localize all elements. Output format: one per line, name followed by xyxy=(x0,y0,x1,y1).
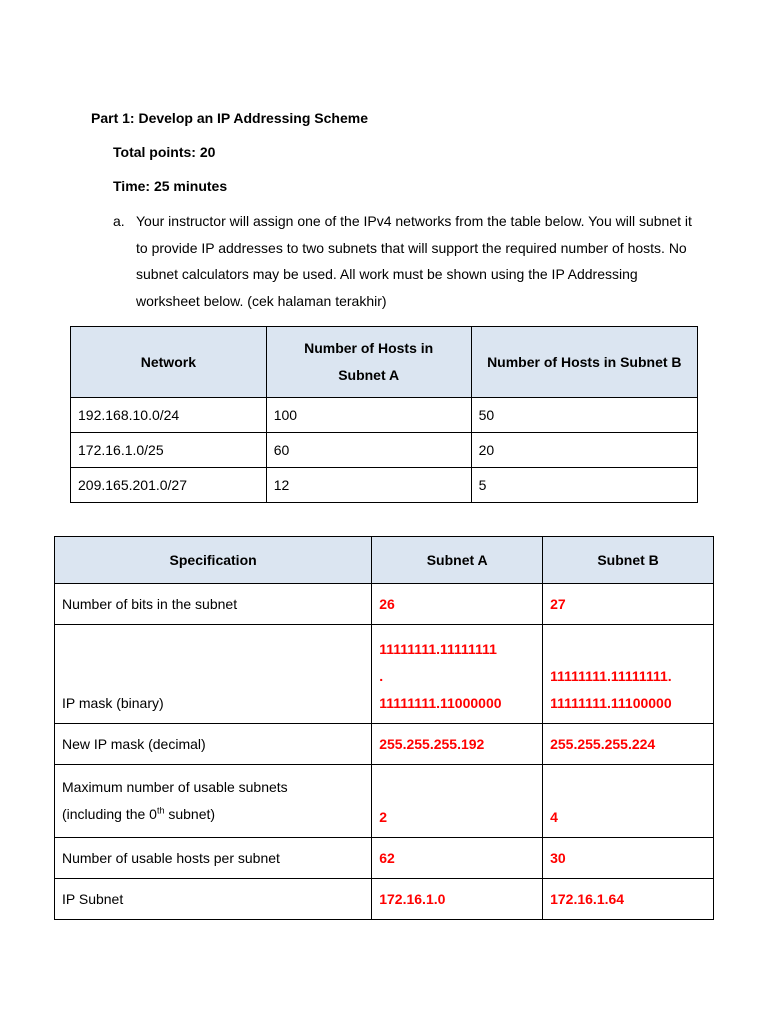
spec-label-part: (including the 0 xyxy=(62,806,157,822)
binary-mask-line: . xyxy=(379,668,384,684)
network-cell: 192.168.10.0/24 xyxy=(71,398,267,433)
column-header-network: Network xyxy=(71,327,267,398)
network-cell: 209.165.201.0/27 xyxy=(71,468,267,503)
table-row xyxy=(71,468,698,503)
subnet-a-usable-subnets-answer: 2 xyxy=(372,765,543,838)
subnet-a-binary-mask-answer xyxy=(372,625,543,724)
specification-table xyxy=(54,536,714,920)
subnet-b-usable-subnets-answer: 4 xyxy=(543,765,714,838)
spec-label: Number of usable hosts per subnet xyxy=(55,838,372,879)
column-header-hosts-subnet-b: Number of Hosts in Subnet B xyxy=(471,327,697,398)
hosts-subnet-b-cell: 20 xyxy=(471,433,697,468)
spec-label xyxy=(55,765,372,838)
spec-label-part: subnet) xyxy=(164,806,216,822)
spec-label: IP Subnet xyxy=(55,879,372,920)
hosts-subnet-b-cell: 5 xyxy=(471,468,697,503)
network-table-header-row xyxy=(71,327,698,398)
part-title: Part 1: Develop an IP Addressing Scheme xyxy=(91,110,368,126)
total-points: Total points: 20 xyxy=(113,144,216,160)
column-header-subnet-b: Subnet B xyxy=(543,537,714,584)
binary-mask-line: 11111111.11100000 xyxy=(550,695,672,711)
binary-mask-line: 11111111.11111111. xyxy=(550,668,672,684)
binary-mask-line: 11111111.11000000 xyxy=(379,695,502,711)
hosts-subnet-a-cell: 60 xyxy=(266,433,471,468)
subnet-a-ip-subnet-answer: 172.16.1.0 xyxy=(372,879,543,920)
spec-label: Number of bits in the subnet xyxy=(55,584,372,625)
spec-table-header-row xyxy=(55,537,714,584)
hosts-subnet-a-cell: 100 xyxy=(266,398,471,433)
hosts-subnet-a-cell: 12 xyxy=(266,468,471,503)
instruction-item xyxy=(113,208,693,314)
column-header-hosts-subnet-a xyxy=(266,327,471,398)
subnet-b-bits-answer: 27 xyxy=(543,584,714,625)
subnet-b-decimal-mask-answer: 255.255.255.224 xyxy=(543,724,714,765)
table-row xyxy=(55,584,714,625)
subnet-a-usable-hosts-answer: 62 xyxy=(372,838,543,879)
column-header-hosts-subnet-a-text: Number of Hosts in Subnet A xyxy=(304,340,434,383)
subnet-b-usable-hosts-answer: 30 xyxy=(543,838,714,879)
network-cell: 172.16.1.0/25 xyxy=(71,433,267,468)
network-table xyxy=(70,326,698,503)
spec-label-line: Maximum number of usable subnets xyxy=(62,779,288,795)
column-header-specification: Specification xyxy=(55,537,372,584)
subnet-b-binary-mask-answer xyxy=(543,625,714,724)
spec-label: New IP mask (decimal) xyxy=(55,724,372,765)
column-header-subnet-a: Subnet A xyxy=(372,537,543,584)
spec-label: IP mask (binary) xyxy=(55,625,372,724)
spec-label-line xyxy=(62,801,364,828)
time-limit: Time: 25 minutes xyxy=(113,178,228,194)
subnet-a-bits-answer: 26 xyxy=(372,584,543,625)
table-row xyxy=(71,398,698,433)
instruction-marker: a. xyxy=(113,213,125,229)
superscript: th xyxy=(156,805,165,816)
subnet-a-decimal-mask-answer: 255.255.255.192 xyxy=(372,724,543,765)
binary-mask-line: 11111111.11111111 xyxy=(379,641,497,657)
table-row xyxy=(55,765,714,838)
table-row xyxy=(71,433,698,468)
table-row xyxy=(55,879,714,920)
instruction-text: Your instructor will assign one of the IPv4 networks from the table below. You will subnet it to provide IP addresses to two subnets that will support the required number of hosts. No subnet calculators may be used. All work must be shown using the IP Addressing worksheet below. (cek halaman terakhir) xyxy=(136,213,692,309)
table-row xyxy=(55,838,714,879)
subnet-b-ip-subnet-answer: 172.16.1.64 xyxy=(543,879,714,920)
hosts-subnet-b-cell: 50 xyxy=(471,398,697,433)
table-row xyxy=(55,724,714,765)
table-row xyxy=(55,625,714,724)
